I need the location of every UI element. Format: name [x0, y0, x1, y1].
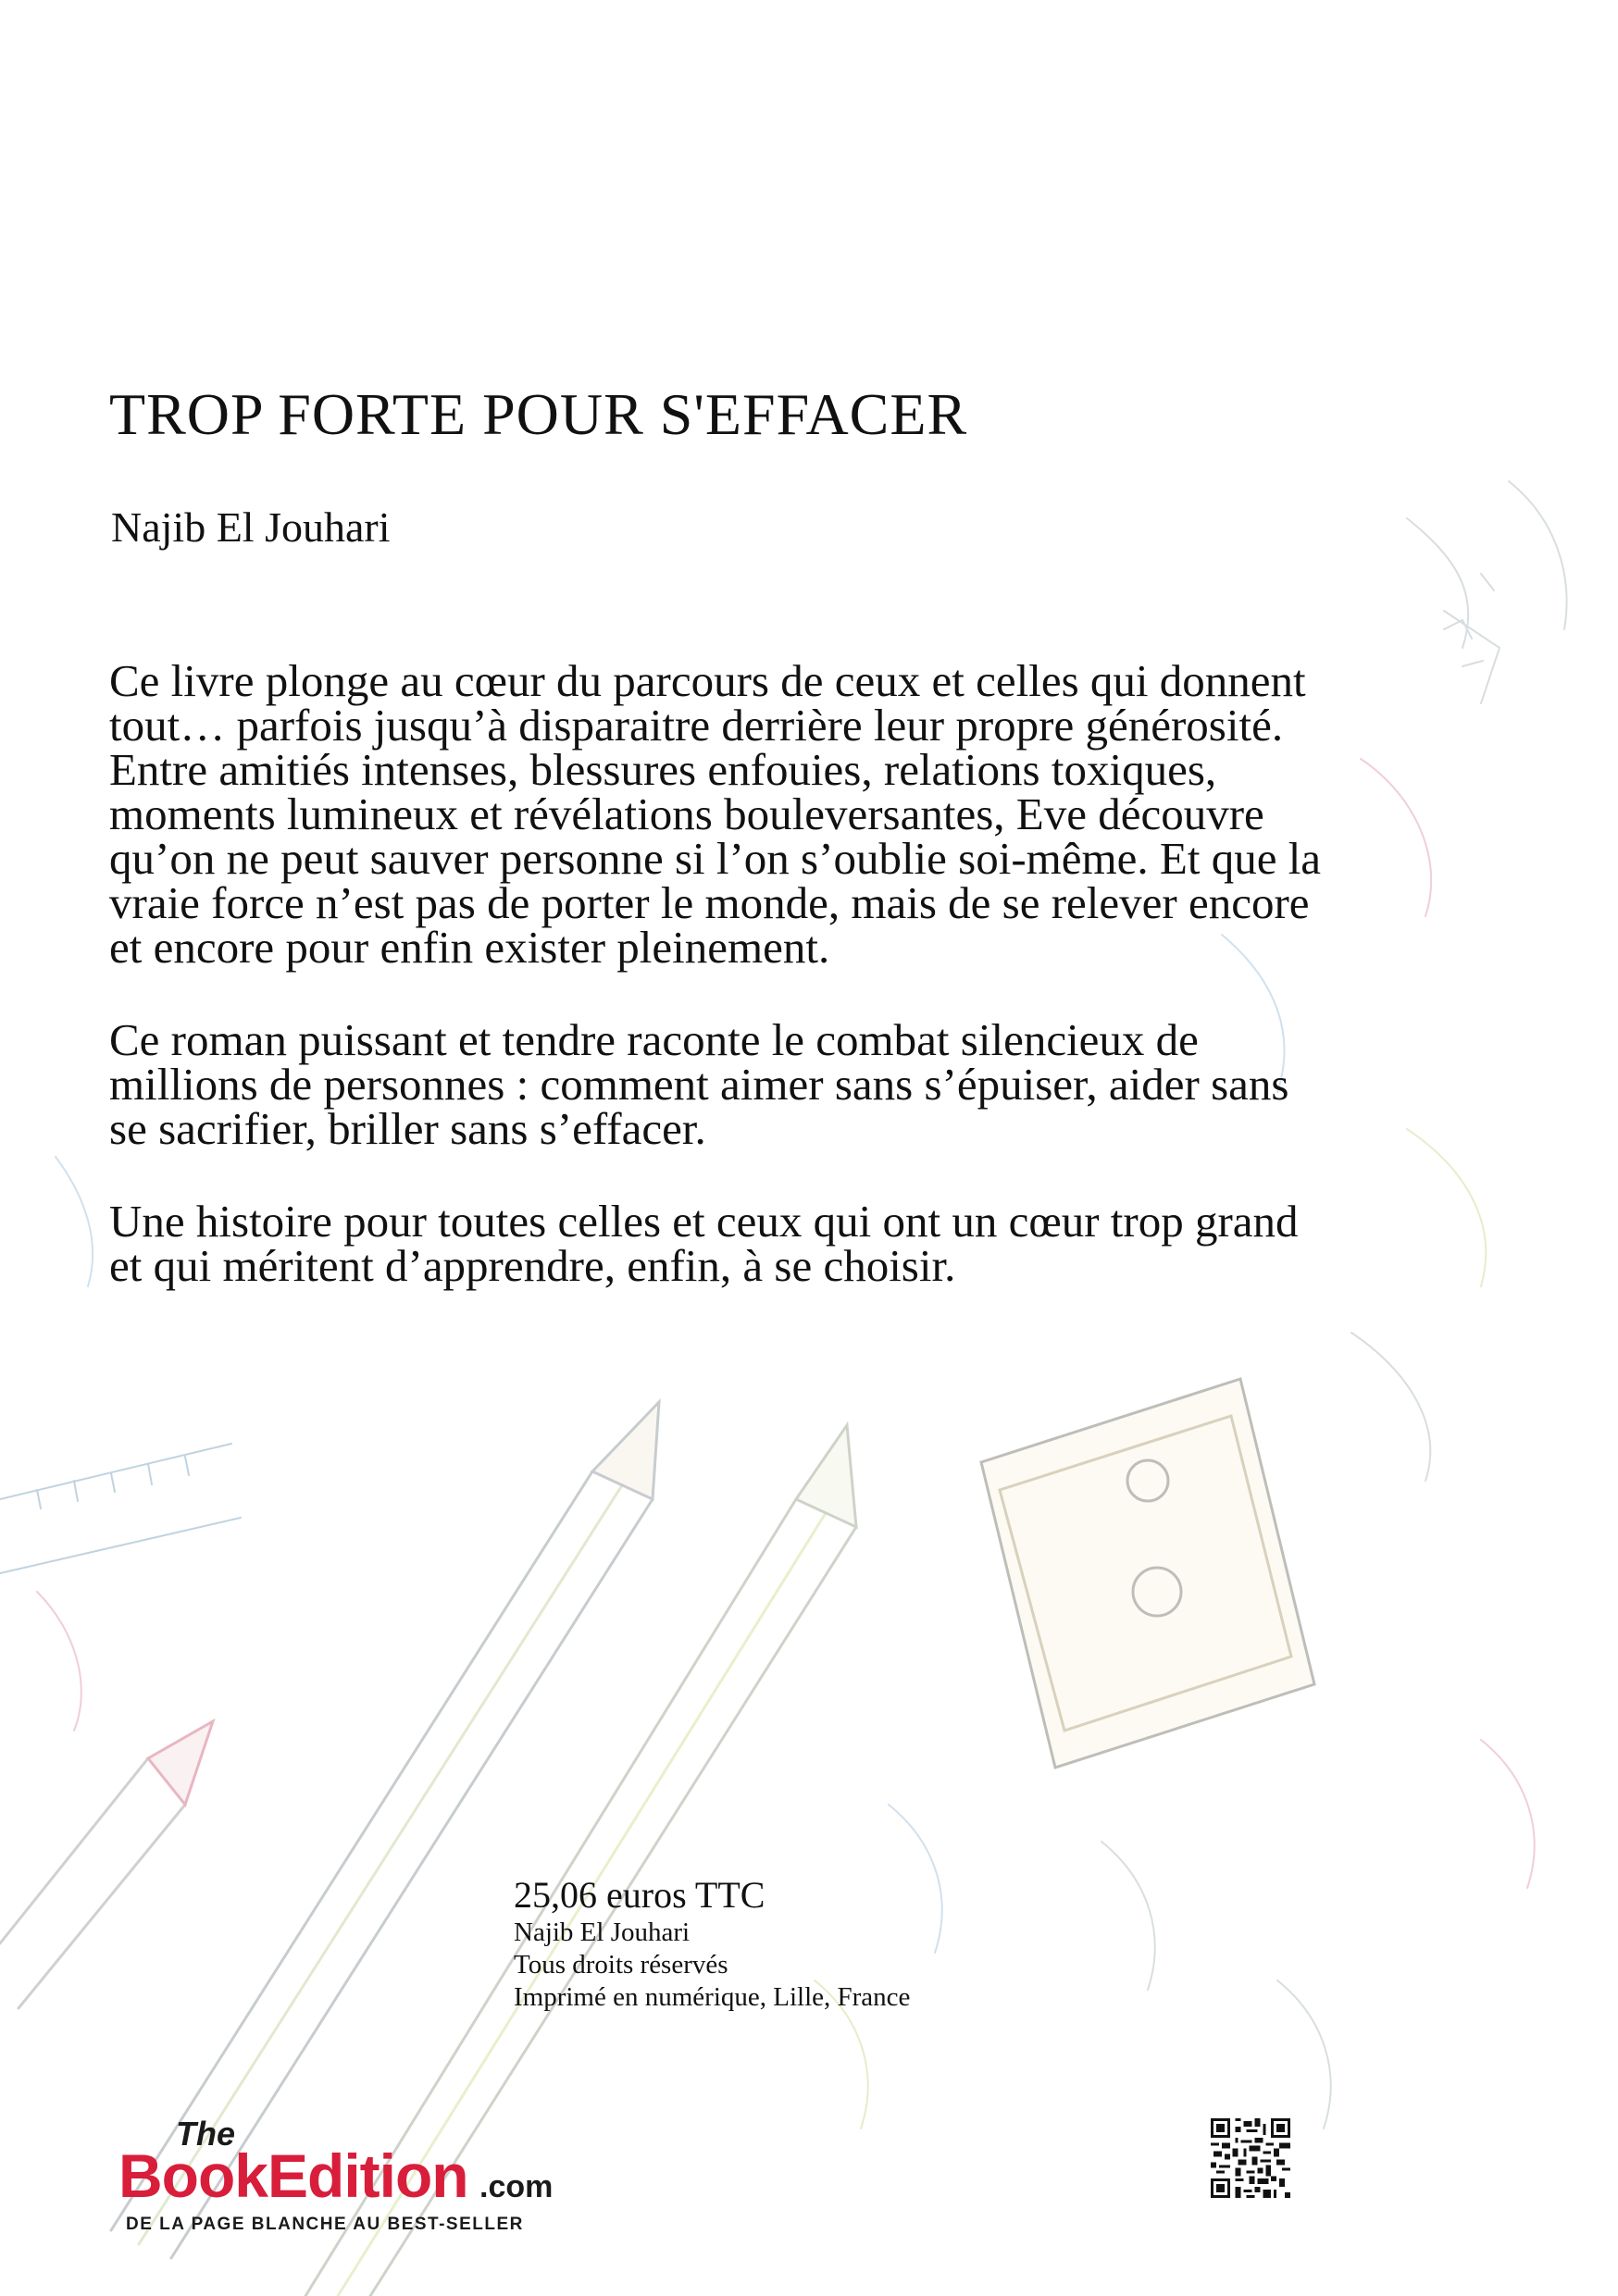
qr-code-icon: [1211, 2118, 1290, 2198]
synopsis-paragraph: Ce livre plonge au cœur du parcours de ceux et celles qui donnent tout… parfois jusqu’à disparaitre derrière leur propre générosité. Entre amitiés intenses, blessures enfouies, relations toxiques, moments lumineux et révélations bouleversantes, Eve découvre qu’on ne peut sauver personne si l’on s’oublie soi-même. Et que la vraie force n’est pas de porter le monde, mais de se relever encore et encore pour enfin exister pleinement.: [109, 655, 1322, 973]
printing-notice: Imprimé en numérique, Lille, France: [514, 1982, 911, 2012]
logo-main: BookEdition: [118, 2141, 468, 2210]
price: 25,06 euros TTC: [514, 1874, 765, 1916]
logo-prefix: The: [176, 2115, 236, 2153]
book-title: TROP FORTE POUR S'EFFACER: [109, 381, 968, 447]
synopsis: [109, 655, 1331, 1336]
ruler-sketch: [0, 1444, 241, 1573]
publisher-logo: [118, 2104, 674, 2234]
pencil-sketch-3: [0, 1721, 213, 2008]
colophon-author: Najib El Jouhari: [514, 1917, 691, 1947]
logo-suffix: .com: [479, 2169, 554, 2204]
sharpener-sketch: [981, 1379, 1314, 1768]
rights-notice: Tous droits réservés: [514, 1950, 728, 1980]
logo-tagline: DE LA PAGE BLANCHE AU BEST-SELLER: [126, 2215, 524, 2234]
synopsis-paragraph: Une histoire pour toutes celles et ceux qui ont un cœur trop grand et qui méritent d’apprendre, enfin, à se choisir.: [109, 1196, 1299, 1291]
colophon: [514, 1874, 910, 2014]
synopsis-paragraph: Ce roman puissant et tendre raconte le combat silencieux de millions de personnes : comment aimer sans s’épuiser, aider sans se sacrifier, briller sans s’effacer.: [109, 1014, 1289, 1154]
book-author: Najib El Jouhari: [111, 503, 391, 551]
